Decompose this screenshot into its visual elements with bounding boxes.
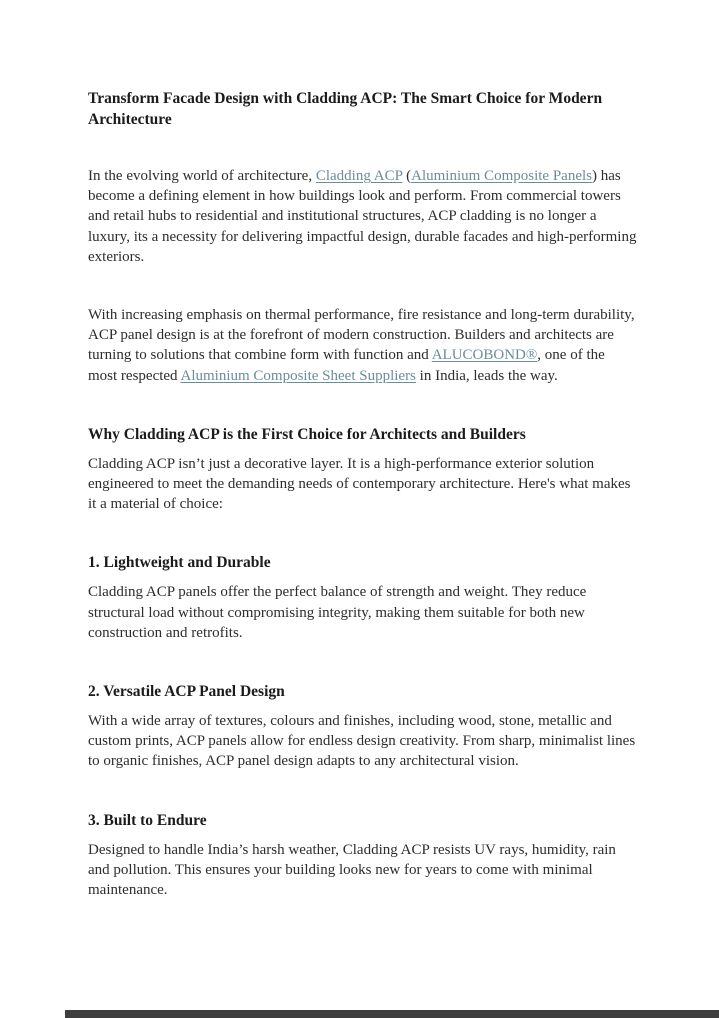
- inline-link[interactable]: Aluminium Composite Panels: [411, 168, 592, 184]
- bottom-bar: [65, 1010, 719, 1018]
- inline-link[interactable]: Aluminium Composite Sheet Suppliers: [180, 367, 416, 384]
- paragraph-intro: [88, 166, 637, 267]
- text-run: Cladding ACP panels offer the perfect balance of strength and weight. They reduce structural load without compromising integrity, making them suitable for both new construction and retrofits.: [88, 584, 587, 641]
- inline-link[interactable]: Cladding ACP: [315, 168, 403, 184]
- section-heading-built-to-endure: 3. Built to Endure: [88, 811, 207, 829]
- section-heading-versatile-design: 2. Versatile ACP Panel Design: [88, 683, 285, 701]
- text-run: (: [402, 168, 412, 184]
- document-title: Transform Facade Design with Cladding ACP: The Smart Choice for Modern Architecture: [88, 90, 603, 128]
- text-run: ) has become a defining element in how buildings look and perform. From commercial towers and retail hubs to residential and institutional structures, ACP cladding is no longer a luxury, its a necessity for delivering impactful design, durable facades and high-performing exteriors.: [88, 168, 637, 265]
- text-run: In the evolving world of architecture,: [88, 168, 316, 184]
- text-run: Cladding ACP isn’t just a decorative layer. It is a high-performance exterior solution engineered to meet the demanding needs of contemporary architecture. Here's what makes it a material of choice:: [88, 455, 631, 513]
- paragraph-industry-trend: [88, 305, 637, 386]
- paragraph-why-cladding-acp: [88, 454, 637, 515]
- paragraph-built-to-endure: [88, 840, 637, 901]
- section-heading-why-cladding-acp: Why Cladding ACP is the First Choice for Architects and Builders: [88, 425, 526, 443]
- text-run: Designed to handle India’s harsh weather, Cladding ACP resists UV rays, humidity, rain and pollution. This ensures your building looks new for years to come with minimal maintenance.: [88, 841, 616, 899]
- text-run: With a wide array of textures, colours and finishes, including wood, stone, metallic and custom prints, ACP panels allow for endless design creativity. From sharp, minimalist lines to organic finishes, ACP panel design adapts to any architectural vision.: [88, 713, 636, 770]
- inline-link[interactable]: ALUCOBOND®: [431, 347, 538, 364]
- text-run: , one of the most respected: [88, 347, 605, 384]
- paragraph-versatile-design: [88, 711, 637, 772]
- paragraph-lightweight-durable: [88, 582, 637, 643]
- text-run: With increasing emphasis on thermal performance, fire resistance and long-term durability, ACP panel design is at the forefront of modern construction. Builders and architects are turning to solutions that combine form with function and: [88, 307, 635, 364]
- section-heading-lightweight-durable: 1. Lightweight and Durable: [88, 554, 271, 572]
- text-run: in India, leads the way.: [415, 367, 558, 384]
